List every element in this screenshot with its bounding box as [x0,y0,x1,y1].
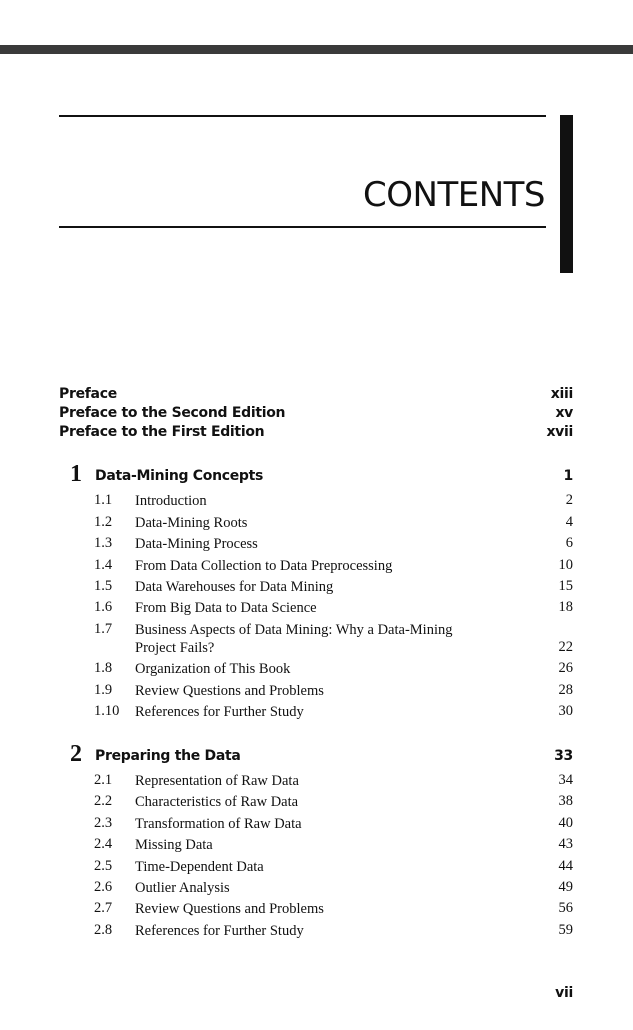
section-title: Missing Data [135,837,213,853]
toc-entry-page: xiii [550,386,573,402]
toc-chapter-2[interactable] [70,741,573,771]
chapter-tab-bar [560,115,573,273]
section-number: 2.7 [94,900,113,916]
section-number: 1.3 [94,535,113,551]
toc-section-2-2[interactable] [94,793,573,813]
section-title: Characteristics of Raw Data [135,794,299,810]
section-title: Organization of This Book [135,661,291,677]
section-number: 1.8 [94,660,113,676]
toc-section-2-5[interactable] [94,858,573,878]
section-title: Time-Dependent Data [135,859,264,875]
section-page: 43 [558,836,573,852]
title-rule-top [59,115,546,117]
title-rule-bottom [59,226,546,228]
section-title: Outlier Analysis [135,880,230,896]
section-number: 2.2 [94,793,113,809]
toc-section-1-9[interactable] [94,682,573,702]
toc-section-1-7[interactable] [94,621,573,661]
chapter-page: 1 [563,468,573,484]
section-number: 1.5 [94,578,113,594]
toc-chapter-1[interactable] [70,461,573,491]
toc-entry-preface-second-edition[interactable] [59,405,573,424]
toc-section-2-3[interactable] [94,815,573,835]
section-title: Introduction [135,493,207,509]
toc-section-1-2[interactable] [94,514,573,534]
section-title: Business Aspects of Data Mining: Why a Data-Mining Project Fails? [135,622,453,656]
chapter-page: 33 [554,748,573,764]
section-number: 2.3 [94,815,113,831]
toc-section-1-6[interactable] [94,599,573,619]
section-number: 1.1 [94,492,113,508]
section-title: Data-Mining Roots [135,515,248,531]
section-page: 4 [565,514,573,530]
section-number: 2.5 [94,858,113,874]
toc-section-1-8[interactable] [94,660,573,680]
section-number: 2.4 [94,836,113,852]
page-title: CONTENTS [363,175,545,215]
section-number: 1.9 [94,682,113,698]
section-page: 10 [558,557,573,573]
section-page: 38 [558,793,573,809]
section-page: 26 [558,660,573,676]
toc-section-2-1[interactable] [94,772,573,792]
section-page: 18 [558,599,573,615]
section-title: Review Questions and Problems [135,683,324,699]
toc-entry-title: Preface to the Second Edition [59,405,286,421]
toc-section-2-6[interactable] [94,879,573,899]
chapter-title: Preparing the Data [95,748,241,764]
toc-entry-page: xv [555,405,573,421]
section-number: 2.6 [94,879,113,895]
chapter-title: Data-Mining Concepts [95,468,264,484]
toc-section-1-1[interactable] [94,492,573,512]
section-title: From Big Data to Data Science [135,600,317,616]
section-number: 1.2 [94,514,113,530]
section-title: Review Questions and Problems [135,901,324,917]
top-page-bar [0,45,633,54]
toc-section-1-4[interactable] [94,557,573,577]
toc-section-2-7[interactable] [94,900,573,920]
toc-entry-preface[interactable] [59,386,573,405]
toc-entry-preface-first-edition[interactable] [59,424,573,443]
section-title: Representation of Raw Data [135,773,299,789]
section-title: Transformation of Raw Data [135,816,302,832]
section-number: 2.8 [94,922,113,938]
section-number: 1.4 [94,557,113,573]
toc-entry-title: Preface to the First Edition [59,424,265,440]
toc-entry-page: xvii [546,424,573,440]
section-page: 56 [558,900,573,916]
toc-section-2-8[interactable] [94,922,573,942]
section-page: 30 [558,703,573,719]
section-number: 2.1 [94,772,113,788]
chapter-number: 2 [70,741,82,767]
toc-section-1-10[interactable] [94,703,573,723]
toc-entry-title: Preface [59,386,117,402]
section-page: 2 [565,492,573,508]
section-title: Data-Mining Process [135,536,258,552]
section-title: References for Further Study [135,704,304,720]
section-title: References for Further Study [135,923,304,939]
toc-section-2-4[interactable] [94,836,573,856]
section-page: 49 [558,879,573,895]
section-page: 40 [558,815,573,831]
section-number: 1.10 [94,703,120,719]
toc-section-1-5[interactable] [94,578,573,598]
section-page: 22 [558,639,573,655]
toc-section-1-3[interactable] [94,535,573,555]
section-number: 1.6 [94,599,113,615]
section-number: 1.7 [94,621,113,637]
chapter-number: 1 [70,461,82,487]
section-page: 59 [558,922,573,938]
section-page: 15 [558,578,573,594]
section-page: 44 [558,858,573,874]
section-title: Data Warehouses for Data Mining [135,579,334,595]
section-page: 28 [558,682,573,698]
section-title: From Data Collection to Data Preprocessing [135,558,393,574]
section-page: 6 [565,535,573,551]
page-number: vii [555,985,573,1001]
section-page: 34 [558,772,573,788]
